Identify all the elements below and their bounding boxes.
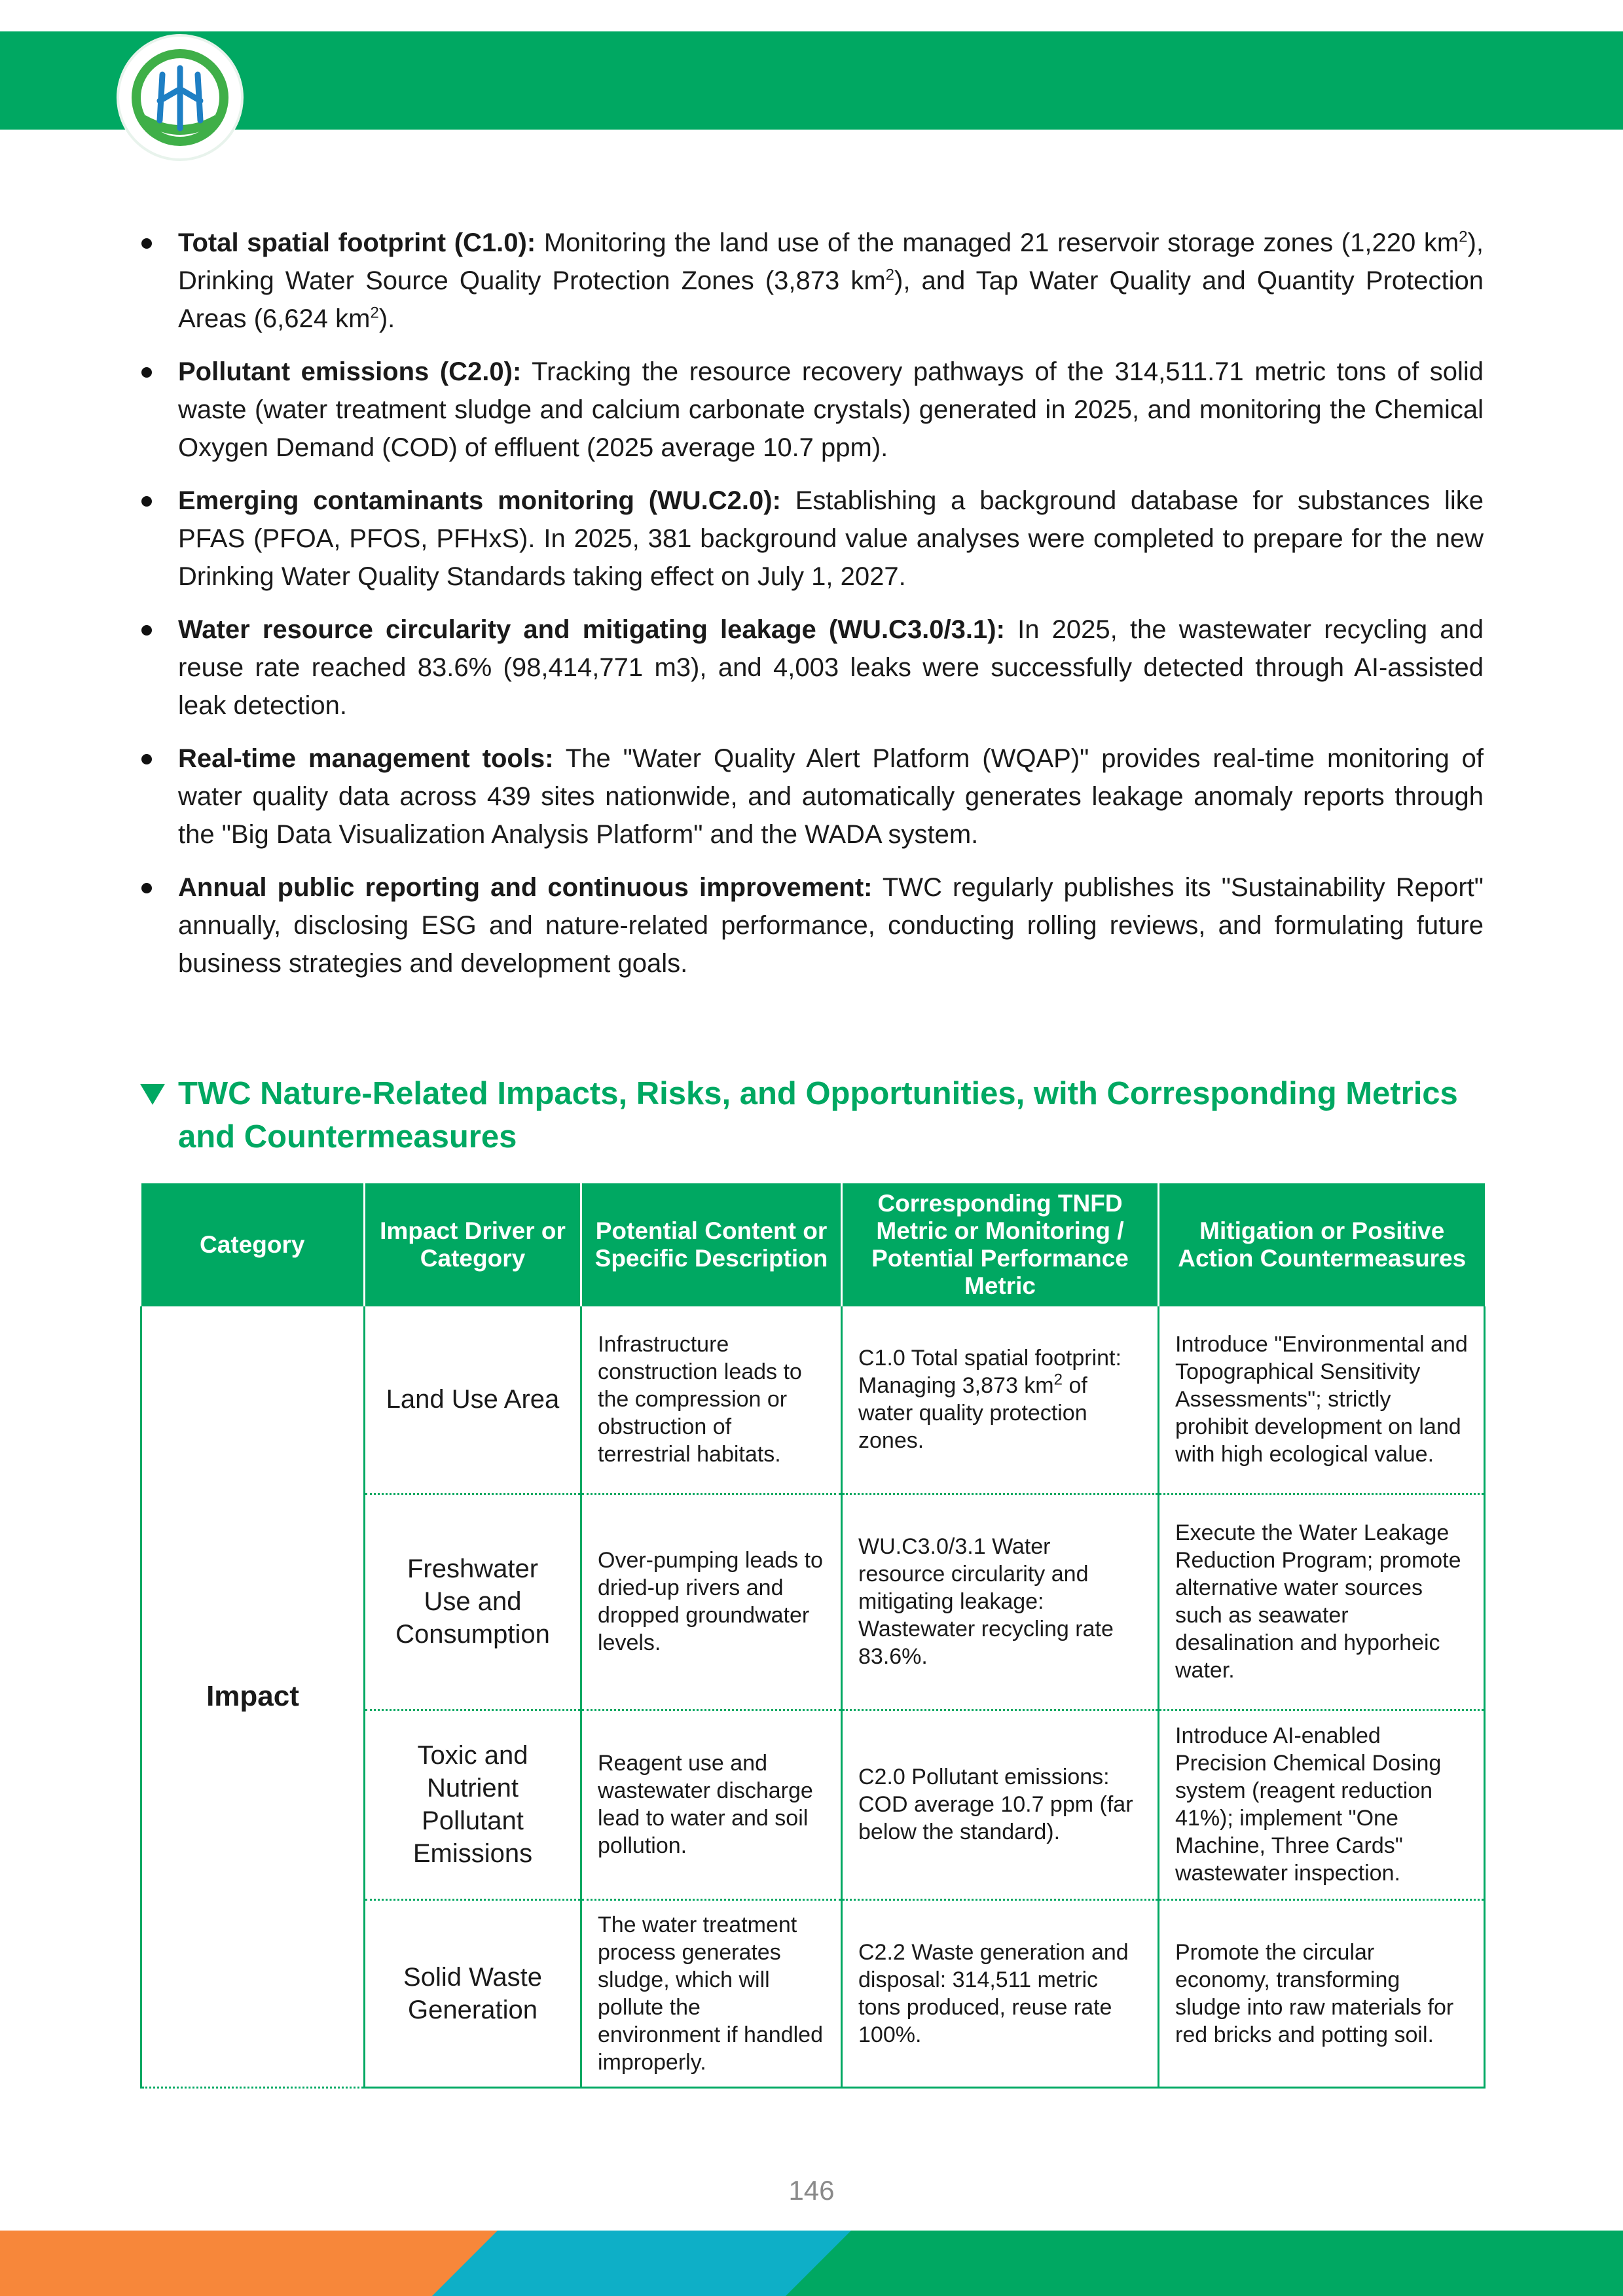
section-title: TWC Nature-Related Impacts, Risks, and Opportunities, with Corresponding Metrics and Countermeasures (178, 1076, 1458, 1155)
bullet-dot (141, 238, 152, 249)
footer-band (0, 2231, 1623, 2296)
driver-cell: Freshwater Use and Consumption (365, 1494, 581, 1710)
logo-mark-icon (119, 37, 241, 158)
bullet-dot (141, 883, 152, 893)
metrics-bullet-list (140, 224, 1484, 997)
column-header: Potential Content or Specific Description (581, 1183, 842, 1306)
impacts-table (140, 1183, 1486, 2089)
column-header: Corresponding TNFD Metric or Monitoring / Potential Performance Metric (842, 1183, 1159, 1306)
category-cell: Impact (141, 1306, 365, 2087)
bullet-emerging-contaminants: Emerging contaminants monitoring (WU.C2.0): Establishing a background database for substances like PFAS (PFOA, PFOS, PFHxS). In 2025, 381 background value analyses were completed to prepare for the new Drinking Water Quality Standards taking effect on July 1, 2027. (140, 482, 1484, 596)
bullet-spatial-footprint: Total spatial footprint (C1.0): Monitoring the land use of the managed 21 reservoir storage zones (1,220 $km^2$), Drinking Water Source Quality Protection Zones (3,873 $km^2$), and Tap Water Quality and Quantity Protection Areas (6,624 $km^2$). (140, 224, 1484, 338)
description-cell: Over-pumping leads to dried-up rivers and dropped groundwater levels. (581, 1494, 842, 1710)
bullet-label: Pollutant emissions (C2.0): (178, 357, 522, 386)
column-header: Category (141, 1183, 365, 1306)
description-cell: Reagent use and wastewater discharge lead to water and soil pollution. (581, 1710, 842, 1899)
metric-cell: C2.2 Waste generation and disposal: 314,511 metric tons produced, reuse rate 100%. (842, 1899, 1159, 2087)
bullet-realtime-tools: Real-time management tools: The "Water Quality Alert Platform (WQAP)" provides real-time monitoring of water quality data across 439 sites nationwide, and automatically generates leakage anomaly reports through the "Big Data Visualization Analysis Platform" and the WADA system. (140, 740, 1484, 853)
section-heading (140, 1072, 1489, 1158)
bullet-water-circularity: Water resource circularity and mitigating leakage (WU.C3.0/3.1): In 2025, the wastewater recycling and reuse rate reached 83.6% (98,414,771 m3), and 4,003 leaks were successfully detected through AI-assisted leak detection. (140, 611, 1484, 725)
metric-cell: C1.0 Total spatial footprint: Managing 3,873 $km^2$ of water quality protection zones. (842, 1306, 1159, 1494)
mitigation-cell: Execute the Water Leakage Reduction Program; promote alternative water sources such as seawater desalination and hyporheic water. (1159, 1494, 1485, 1710)
triangle-down-icon (140, 1084, 165, 1105)
company-logo (117, 34, 244, 161)
mitigation-cell: Introduce AI-enabled Precision Chemical Dosing system (reagent reduction 41%); implement "One Machine, Three Cards" wastewater inspection. (1159, 1710, 1485, 1899)
footer-orange-stripe (0, 2231, 498, 2296)
bullet-label: Water resource circularity and mitigating leakage (WU.C3.0/3.1): (178, 615, 1005, 644)
bullet-dot (141, 367, 152, 378)
page-number: 146 (788, 2175, 835, 2206)
header-band (0, 31, 1623, 130)
driver-cell: Land Use Area (365, 1306, 581, 1494)
bullet-pollutant-emissions: Pollutant emissions (C2.0): Tracking the resource recovery pathways of the 314,511.71 metric tons of solid waste (water treatment sludge and calcium carbonate crystals) generated in 2025, and monitoring the Chemical Oxygen Demand (COD) of effluent (2025 average 10.7 ppm). (140, 353, 1484, 467)
bullet-dot (141, 625, 152, 636)
mitigation-cell: Promote the circular economy, transforming sludge into raw materials for red bricks and potting soil. (1159, 1899, 1485, 2087)
bullet-label: Annual public reporting and continuous improvement: (178, 873, 873, 902)
description-cell: The water treatment process generates sludge, which will pollute the environment if handled improperly. (581, 1899, 842, 2087)
driver-cell: Toxic and Nutrient Pollutant Emissions (365, 1710, 581, 1899)
mitigation-cell: Introduce "Environmental and Topographical Sensitivity Assessments"; strictly prohibit development on land with high ecological value. (1159, 1306, 1485, 1494)
column-header: Mitigation or Positive Action Countermeasures (1159, 1183, 1485, 1306)
metric-cell: WU.C3.0/3.1 Water resource circularity and mitigating leakage: Wastewater recycling rate 83.6%. (842, 1494, 1159, 1710)
driver-cell: Solid Waste Generation (365, 1899, 581, 2087)
bullet-dot (141, 754, 152, 764)
bullet-label: Real-time management tools: (178, 744, 554, 773)
bullet-public-reporting: Annual public reporting and continuous improvement: TWC regularly publishes its "Sustainability Report" annually, disclosing ESG and nature-related performance, conducting rolling reviews, and formulating future business strategies and development goals. (140, 869, 1484, 982)
column-header: Impact Driver or Category (365, 1183, 581, 1306)
description-cell: Infrastructure construction leads to the compression or obstruction of terrestrial habitats. (581, 1306, 842, 1494)
bullet-label: Total spatial footprint (C1.0): (178, 228, 536, 257)
bullet-label: Emerging contaminants monitoring (WU.C2.0): (178, 486, 781, 515)
bullet-dot (141, 496, 152, 507)
table-row (141, 1306, 1485, 1494)
metric-cell: C2.0 Pollutant emissions: COD average 10.7 ppm (far below the standard). (842, 1710, 1159, 1899)
table-header-row (141, 1183, 1485, 1306)
